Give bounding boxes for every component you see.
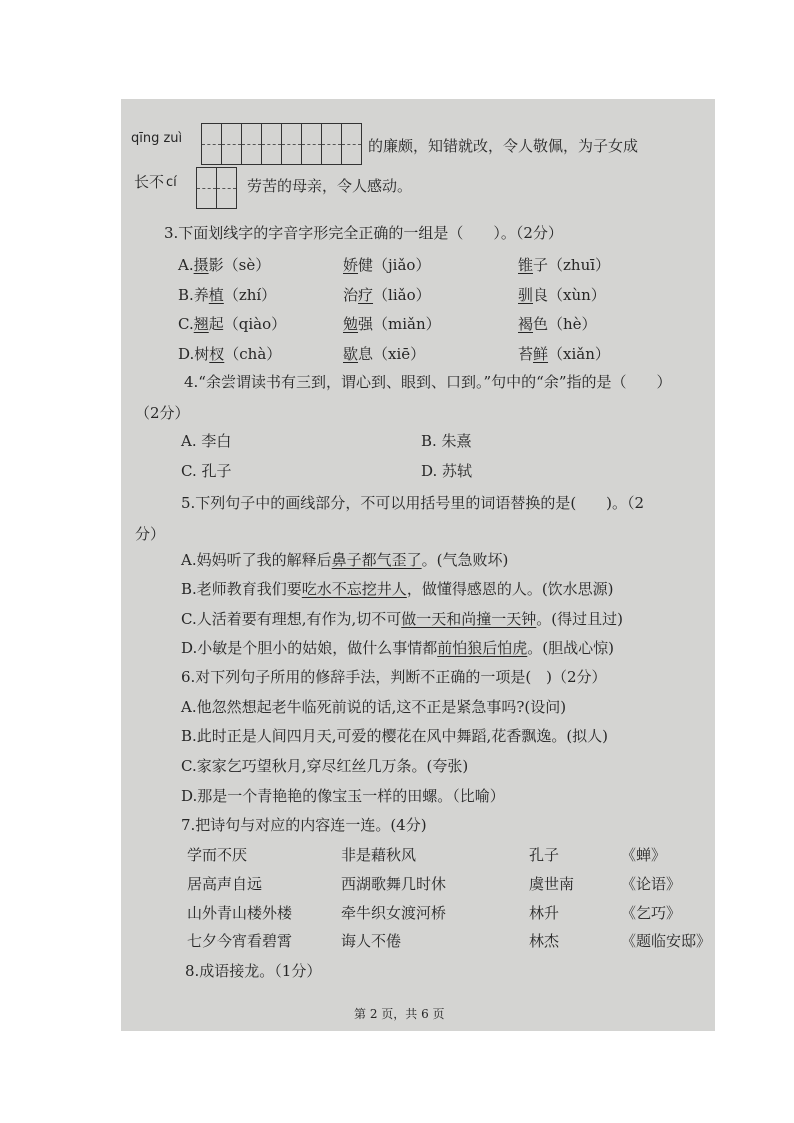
q3-option-2-0 — [178, 314, 286, 334]
underlined-char: 植 — [208, 286, 224, 304]
underlined-phrase: 鼻子都气歪了 — [331, 551, 422, 569]
underlined-char: 锥 — [518, 256, 534, 274]
q7-col2-item: 非是藉秋风 — [341, 846, 417, 864]
underlined-char: 杈 — [209, 345, 225, 363]
underlined-char: 歇 — [343, 345, 359, 363]
q4-option-c: C. 孔子 — [181, 462, 232, 480]
q6-option-d: D.那是一个青艳艳的像宝玉一样的田螺。（比喻） — [181, 787, 505, 805]
q3-option-0-2 — [518, 255, 610, 275]
q5-option-3 — [181, 638, 614, 658]
q3-option-1-0 — [178, 285, 276, 305]
q3-option-3-1 — [343, 344, 425, 364]
underlined-phrase: 前怕狼后怕虎 — [437, 639, 528, 657]
writing-grid-2 — [196, 167, 237, 209]
option-suffix: 良（xùn） — [533, 286, 606, 304]
option-suffix: （chà） — [224, 345, 282, 363]
underlined-char: 褐 — [518, 315, 534, 333]
option-suffix: 影（sè） — [208, 256, 271, 274]
q7-col4-item: 《乞巧》 — [621, 904, 682, 922]
option-suffix: （zhí） — [223, 286, 277, 304]
option-suffix: （xiǎn） — [548, 345, 610, 363]
q4-option-b: B. 朱熹 — [421, 432, 472, 450]
q5-stem: 5.下列句子中的画线部分，不可以用括号里的词语替换的是( )。（2 — [181, 494, 645, 512]
underlined-phrase: 做一天和尚撞一天钟 — [401, 610, 537, 628]
option-prefix: B.老师教育我们要 — [181, 580, 302, 598]
exam-page — [121, 99, 715, 1031]
writing-grid-8 — [201, 123, 362, 165]
option-prefix: D.小敏是个胆小的姑娘，做什么事情都 — [181, 639, 438, 657]
option-suffix: 子（zhuī） — [533, 256, 611, 274]
q7-col3-item: 林杰 — [529, 932, 560, 950]
q2-lead-line2: 长不 — [134, 173, 165, 191]
pinyin-ci: cí — [166, 175, 177, 190]
q3-option-0-0 — [178, 255, 270, 275]
q3-option-2-2 — [518, 314, 597, 334]
underlined-char: 勉 — [343, 315, 359, 333]
option-prefix: A. — [178, 256, 194, 274]
option-prefix: C.人活着要有理想,有作为,切不可 — [181, 610, 402, 628]
q3-option-3-2 — [518, 344, 610, 364]
underlined-char: 娇 — [343, 256, 359, 274]
q7-col1-item: 学而不厌 — [187, 846, 248, 864]
q4-option-a: A. 李白 — [181, 432, 232, 450]
option-suffix: 。(胆战心惊) — [527, 639, 614, 657]
q7-col4-item: 《蝉》 — [621, 846, 667, 864]
option-prefix: A.妈妈听了我的解释后 — [181, 551, 332, 569]
option-suffix: 。(得过且过) — [536, 610, 623, 628]
option-suffix: 起（qiào） — [208, 315, 287, 333]
q7-col1-item: 居高声自远 — [187, 875, 263, 893]
q3-option-0-1 — [343, 255, 430, 275]
q7-col3-item: 林升 — [529, 904, 560, 922]
q3-option-2-1 — [343, 314, 441, 334]
q3-option-3-0 — [178, 344, 281, 364]
option-prefix: 苔 — [518, 345, 534, 363]
q7-col2-item: 牵牛织女渡河桥 — [341, 904, 447, 922]
q6-option-c: C.家家乞巧望秋月,穿尽红丝几万条。(夸张) — [181, 757, 469, 775]
q7-col1-item: 山外青山楼外楼 — [187, 904, 293, 922]
q7-col4-item: 《论语》 — [621, 875, 682, 893]
page-footer: 第 2 页，共 6 页 — [354, 1007, 445, 1021]
q6-option-a: A.他忽然想起老牛临死前说的话,这不正是紧急事吗?(设问) — [181, 698, 567, 716]
option-prefix: C. — [178, 315, 194, 333]
pinyin-qing-zui: qīng zuì — [131, 131, 183, 146]
option-suffix: 健（jiǎo） — [358, 256, 431, 274]
q6-option-b: B.此时正是人间四月天,可爱的樱花在风中舞蹈,花香飘逸。(拟人) — [181, 727, 609, 745]
q4-points: （2分） — [135, 404, 190, 422]
q5-stem-cont: 分） — [135, 525, 166, 543]
q3-stem: 3.下面划线字的字音字形完全正确的一组是（ ）。（2分） — [164, 224, 563, 242]
option-prefix: B.养 — [178, 286, 209, 304]
underlined-char: 摄 — [193, 256, 209, 274]
q2-text-line2: 劳苦的母亲，令人感动。 — [247, 177, 413, 195]
option-suffix: 息（xiē） — [358, 345, 426, 363]
q2-text-line1: 的廉颇，知错就改，令人敬佩，为子女成 — [368, 137, 639, 155]
q5-option-1 — [181, 579, 614, 599]
option-suffix: ，做懂得感恩的人。(饮水思源) — [406, 580, 614, 598]
q4-stem: 4.“余尝谓读书有三到，谓心到、眼到、口到。”句中的“余”指的是（ ） — [184, 373, 672, 391]
option-suffix: （liǎo） — [373, 286, 431, 304]
q8-stem: 8.成语接龙。（1分） — [185, 962, 322, 980]
underlined-char: 疗 — [358, 286, 374, 304]
underlined-char: 鲜 — [533, 345, 549, 363]
q7-col4-item: 《题临安邸》 — [621, 932, 712, 950]
q7-col3-item: 孔子 — [529, 846, 560, 864]
q5-option-0 — [181, 550, 508, 570]
option-suffix: 。(气急败坏) — [421, 551, 509, 569]
option-suffix: 色（hè） — [533, 315, 597, 333]
q6-stem: 6.对下列句子所用的修辞手法，判断不正确的一项是( )（2分） — [181, 668, 607, 686]
q7-col2-item: 诲人不倦 — [341, 932, 402, 950]
q7-col2-item: 西湖歌舞几时休 — [341, 875, 447, 893]
underlined-phrase: 吃水不忘挖井人 — [301, 580, 407, 598]
underlined-char: 驯 — [518, 286, 534, 304]
option-prefix: 治 — [343, 286, 359, 304]
q3-option-1-2 — [518, 285, 606, 305]
q4-option-d: D. 苏轼 — [421, 462, 473, 480]
option-prefix: D.树 — [178, 345, 210, 363]
option-suffix: 强（miǎn） — [358, 315, 441, 333]
q7-stem: 7.把诗句与对应的内容连一连。(4分) — [181, 816, 427, 834]
q5-option-2 — [181, 609, 623, 629]
underlined-char: 翘 — [193, 315, 209, 333]
q7-col3-item: 虞世南 — [529, 875, 575, 893]
q7-col1-item: 七夕今宵看碧霄 — [187, 932, 293, 950]
q3-option-1-1 — [343, 285, 431, 305]
